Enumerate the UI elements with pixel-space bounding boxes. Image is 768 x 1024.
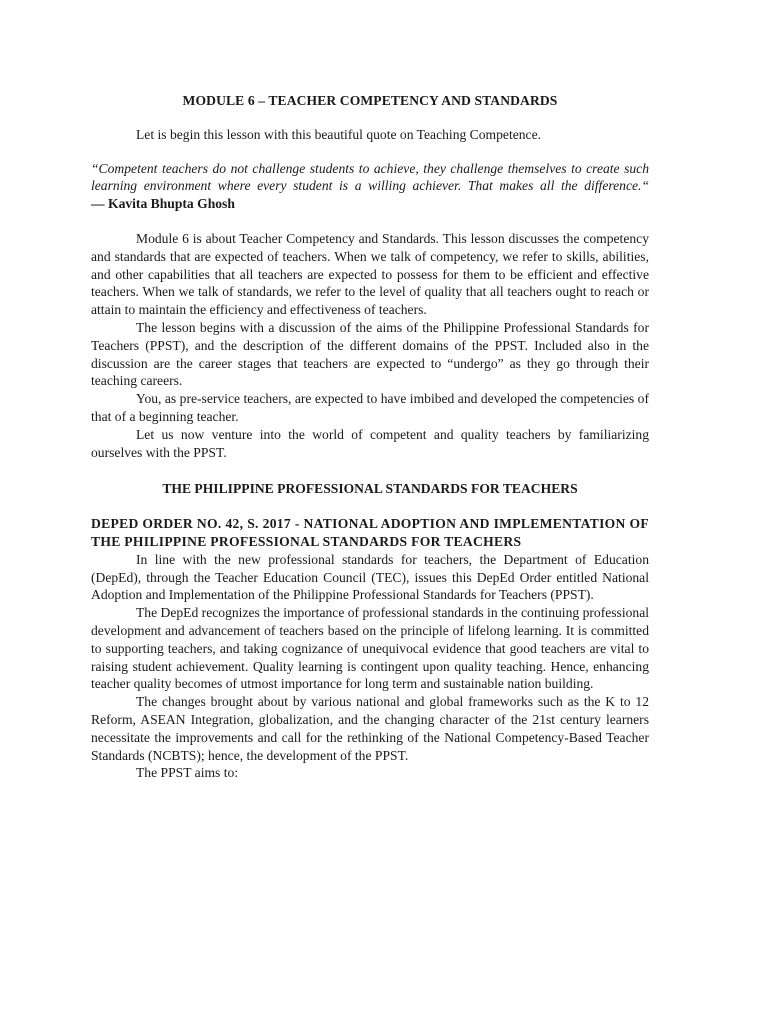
module-title: MODULE 6 – TEACHER COMPETENCY AND STANDARDS <box>182 93 558 108</box>
paragraph-ppst-aims: The PPST aims to: <box>136 765 239 781</box>
paragraph-lesson-begins: The lesson begins with a discussion of the aims of the Philippine Professional Standards for Teachers (PPST), and the description of the different domains of the PPST. Included also in the discussion are the career stages that teachers are expected to “undergo” as they go through their teaching careers. <box>91 319 649 389</box>
paragraph-changes: The changes brought about by various national and global frameworks such as the K to 12 Reform, ASEAN Integration, globalization, and the changing character of the 21st century learners necessitate the improvements and call for the rethinking of the National Competency-Based Teacher Standards (NCBTS); hence, the development of the PPST. <box>91 694 649 763</box>
paragraph-pre-service: You, as pre-service teachers, are expected to have imbibed and developed the competencies of that of a beginning teacher. <box>91 391 649 424</box>
quote-text: “Competent teachers do not challenge students to achieve, they challenge themselves to create such learning environment where every student is a willing achiever. That makes all the difference.“ <box>91 160 649 194</box>
paragraph-new-standards: In line with the new professional standards for teachers, the Department of Education (DepEd), through the Teacher Education Council (TEC), issues this DepEd Order entitled National Adoption and Implementation of the Philippine Professional Standards for Teachers (PPST). <box>91 551 649 603</box>
deped-order-title: DEPED ORDER NO. 42, S. 2017 - NATIONAL ADOPTION AND IMPLEMENTATION OF THE PHILIPPINE PROFESSIONAL STANDARDS FOR TEACHERS <box>91 516 649 549</box>
paragraph-module-overview: Module 6 is about Teacher Competency and Standards. This lesson discusses the competency and standards that are expected of teachers. When we talk of competency, we refer to skills, abilities, and other capabilities that all teachers are expected to possess for them to be efficient and effective teachers. When we talk of standards, we refer to the level of quality that all teachers ought to reach or attain to maintain the efficiency and effectiveness of teachers. <box>91 230 649 318</box>
paragraph-deped-recognizes: The DepEd recognizes the importance of professional standards in the continuing professional development and advancement of teachers based on the principle of lifelong learning. It is committed to supporting teachers, and taking cognizance of unequivocal evidence that good teachers are vital to raising student achievement. Quality learning is contingent upon quality teaching. Hence, enhancing teacher quality becomes of utmost importance for long term and sustainable nation building. <box>91 605 650 692</box>
intro-text: Let is begin this lesson with this beautiful quote on Teaching Competence. <box>136 126 542 142</box>
paragraph-venture: Let us now venture into the world of competent and quality teachers by familiarizing ourselves with the PPST. <box>91 426 649 460</box>
section-title: THE PHILIPPINE PROFESSIONAL STANDARDS FOR TEACHERS <box>162 481 578 497</box>
quote-author: — Kavita Bhupta Ghosh <box>91 196 235 212</box>
document-page <box>91 92 649 782</box>
